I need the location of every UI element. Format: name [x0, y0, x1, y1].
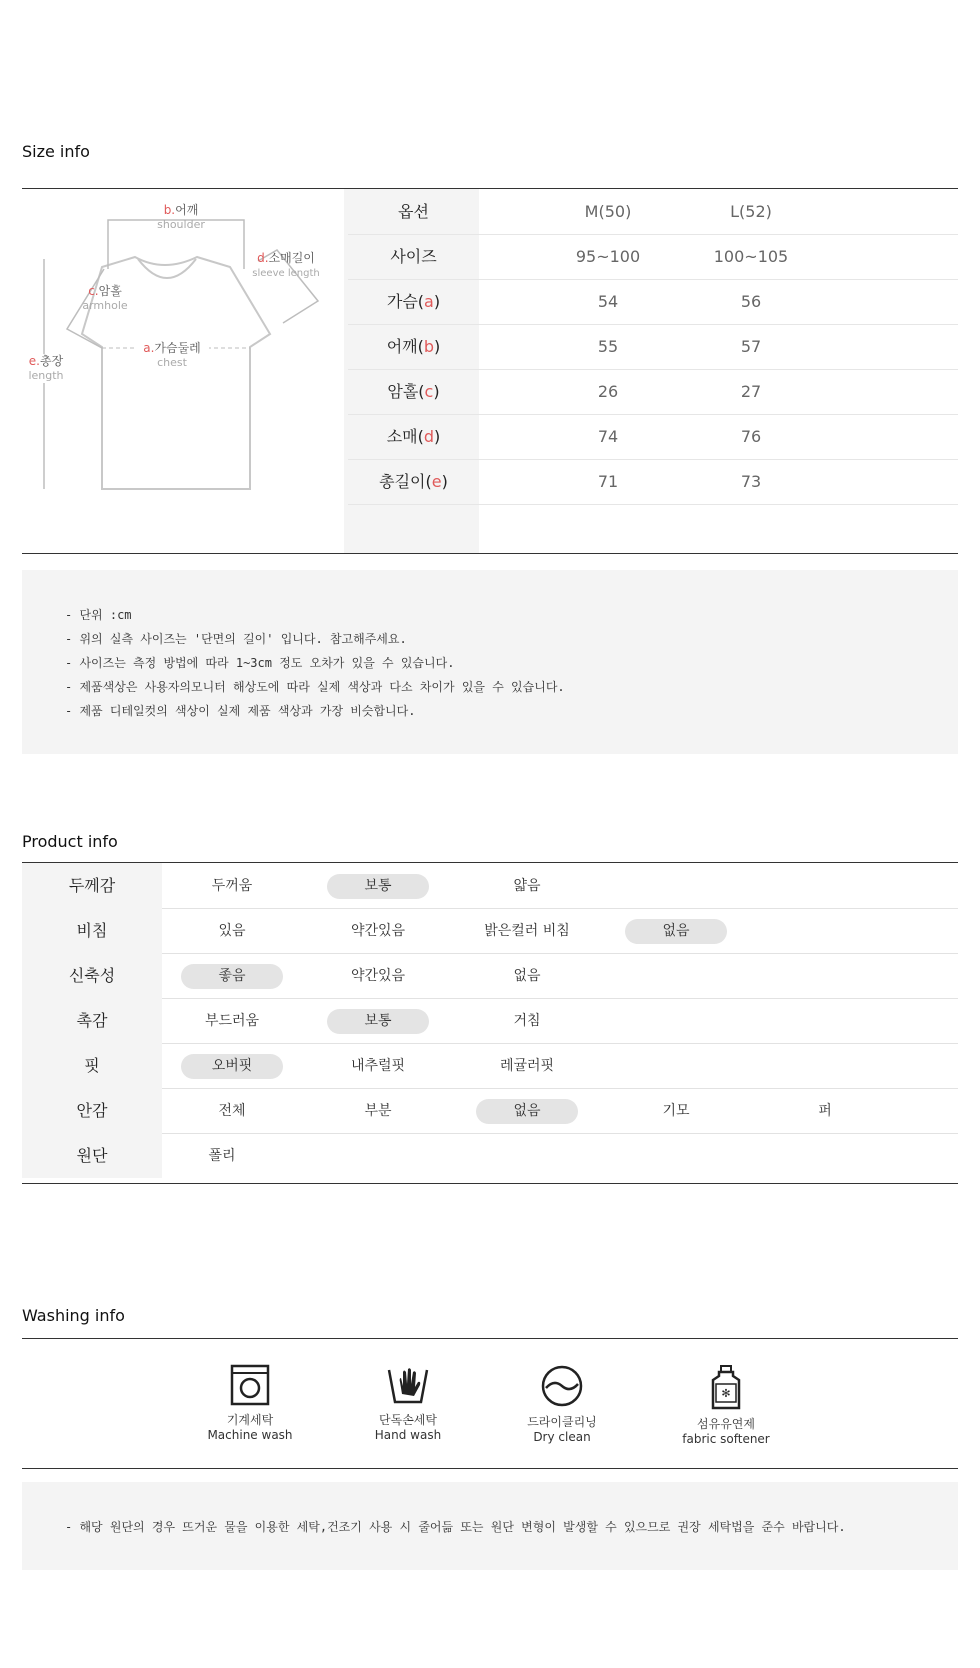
- wash-label-en: Machine wash: [207, 1428, 293, 1442]
- product-info-title: Product info: [22, 832, 118, 851]
- size-row-label-text: 어깨(: [386, 337, 424, 356]
- product-option-selected: 오버핏: [181, 1054, 283, 1079]
- length-en: length: [28, 369, 64, 382]
- size-row: [348, 369, 958, 415]
- size-notes-box: [22, 570, 958, 754]
- wash-label-ko: 드라이클리닝: [527, 1415, 597, 1429]
- armhole-en: armhole: [82, 299, 128, 312]
- product-option: 밝은컬러 비침: [484, 923, 570, 939]
- size-row-label: [348, 324, 479, 369]
- hand-wash-icon: [386, 1364, 430, 1406]
- size-row: [348, 414, 958, 460]
- wash-label-en: Dry clean: [533, 1430, 591, 1444]
- product-option-selected: 없음: [625, 919, 727, 944]
- sleeve-en: sleeve length: [252, 268, 320, 279]
- size-value-cell: 76: [740, 427, 762, 446]
- size-row-label: [348, 369, 479, 414]
- size-row-label: [348, 279, 479, 324]
- product-option: 전체: [218, 1103, 246, 1119]
- product-info-row: [22, 998, 958, 1044]
- wash-item-machine: [190, 1364, 310, 1442]
- product-option: 퍼: [818, 1103, 832, 1119]
- size-note-line: - 제품색상은 사용자의모니터 해상도에 따라 실제 색상과 다소 차이가 있을 수 있습니다.: [65, 680, 565, 694]
- fabric-softener-icon: [709, 1364, 743, 1410]
- product-info-bottom-rule: [22, 1183, 958, 1184]
- shoulder-en: shoulder: [157, 218, 205, 231]
- shoulder-ko: 어깨: [175, 203, 199, 217]
- size-row-label: [348, 189, 479, 234]
- product-option: 부분: [364, 1103, 392, 1119]
- wash-label-ko: 섬유유연제: [697, 1417, 755, 1431]
- size-value-cell: 71: [597, 472, 619, 491]
- product-info-row-label: 핏: [22, 1043, 162, 1088]
- washing-note-box: [22, 1482, 958, 1570]
- wash-label-en: fabric softener: [682, 1432, 770, 1446]
- tshirt-size-diagram: [22, 189, 342, 553]
- product-option: 거침: [513, 1013, 541, 1029]
- size-row-label-text: 가슴(: [386, 292, 425, 311]
- size-row-letter: b: [423, 337, 435, 356]
- product-info-row: [22, 1043, 958, 1089]
- wash-item-softener: [666, 1364, 786, 1446]
- size-row-close-paren: ): [434, 427, 441, 446]
- product-info-row-label: 비침: [22, 908, 162, 953]
- product-info-row: [22, 863, 958, 909]
- washing-info-bottom-rule: [22, 1468, 958, 1469]
- product-info-row-label: 신축성: [22, 953, 162, 998]
- size-value-cell: M(50): [584, 202, 632, 221]
- product-info-row: [22, 908, 958, 954]
- product-option-selected: 좋음: [181, 964, 283, 989]
- product-info-row: [22, 953, 958, 999]
- product-option: 내추럴핏: [350, 1058, 406, 1074]
- size-value-cell: 27: [740, 382, 762, 401]
- size-value-cell: 56: [740, 292, 762, 311]
- product-info-row: [22, 1088, 958, 1134]
- size-row-close-paren: ): [441, 472, 448, 491]
- length-ko: 총장: [40, 354, 64, 368]
- product-option-selected: 보통: [327, 874, 429, 899]
- product-option: 얇음: [513, 878, 541, 894]
- size-note-line: - 단위 :cm: [65, 608, 132, 622]
- size-row-close-paren: ): [433, 292, 441, 311]
- sleeve-ko: 소매길이: [268, 251, 315, 265]
- size-value-cell: 57: [740, 337, 762, 356]
- sleeve-letter: d.: [257, 251, 269, 265]
- wash-item-hand: [348, 1364, 468, 1442]
- size-row-label-text: 소매(: [386, 427, 424, 446]
- product-info-row-label: 촉감: [22, 998, 162, 1043]
- product-option: 부드러움: [204, 1013, 260, 1029]
- size-row: [348, 324, 958, 370]
- size-note-line: - 제품 디테일컷의 색상이 실제 제품 색상과 가장 비슷합니다.: [65, 704, 416, 718]
- armhole-label: [80, 284, 130, 313]
- size-row-label-text: 옵션: [398, 202, 429, 221]
- product-option: 두꺼움: [211, 878, 253, 894]
- size-row-label: [348, 459, 479, 504]
- size-row-letter: a: [424, 292, 434, 311]
- svg-text:✻: ✻: [721, 1387, 731, 1400]
- washing-info-top-rule: [22, 1338, 958, 1339]
- chest-letter: a.: [143, 341, 155, 355]
- size-info-bottom-rule: [22, 553, 958, 554]
- chest-ko: 가슴둘레: [154, 341, 201, 355]
- armhole-letter: c.: [88, 284, 99, 298]
- washing-note: - 해당 원단의 경우 뜨거운 물을 이용한 세탁,건조기 사용 시 줄어듦 또는 원단 변형이 발생할 수 있으므로 권장 세탁법을 준수 바랍니다.: [65, 1520, 846, 1534]
- wash-item-dry-clean: [502, 1364, 622, 1444]
- product-option: 있음: [218, 923, 246, 939]
- product-option: 폴리: [208, 1148, 236, 1164]
- product-option: 기모: [662, 1103, 690, 1119]
- shoulder-label: [151, 203, 211, 232]
- size-row: [348, 234, 958, 280]
- product-option: 레귤러핏: [499, 1058, 555, 1074]
- size-row-label-text: 암홀(: [387, 382, 425, 401]
- wash-label-ko: 단독손세탁: [379, 1413, 437, 1427]
- product-option: 없음: [513, 968, 541, 984]
- size-value-cell: 54: [597, 292, 619, 311]
- size-value-cell: 55: [597, 337, 619, 356]
- size-row-label: [348, 414, 479, 459]
- size-value-cell: 100~105: [713, 247, 789, 266]
- wash-label-ko: 기계세탁: [226, 1413, 274, 1427]
- length-label: [24, 354, 68, 383]
- size-row-letter: c: [424, 382, 434, 401]
- tshirt-outline-icon: [22, 189, 342, 553]
- armhole-ko: 암홀: [98, 284, 122, 298]
- product-info-row-label: 안감: [22, 1088, 162, 1133]
- size-row-close-paren: ): [434, 337, 441, 356]
- size-value-cell: 73: [740, 472, 762, 491]
- size-row-label-text: 사이즈: [390, 247, 437, 266]
- product-option: 약간있음: [350, 968, 406, 984]
- sleeve-label: [248, 251, 324, 281]
- dry-clean-icon: [540, 1364, 584, 1408]
- machine-wash-icon: [230, 1364, 270, 1406]
- product-info-row-label: 두께감: [22, 863, 162, 908]
- chest-label: [135, 341, 209, 370]
- size-row-letter: d: [423, 427, 435, 446]
- size-note-line: - 사이즈는 측정 방법에 따라 1~3cm 정도 오차가 있을 수 있습니다.: [65, 656, 455, 670]
- size-row-letter: e: [431, 472, 442, 491]
- size-note-line: - 위의 실측 사이즈는 '단면의 길이' 입니다. 참고해주세요.: [65, 632, 407, 646]
- size-row-close-paren: ): [433, 382, 440, 401]
- product-info-row-label: 원단: [22, 1133, 162, 1178]
- size-row: [348, 459, 958, 505]
- washing-info-title: Washing info: [22, 1306, 125, 1325]
- product-option-selected: 없음: [476, 1099, 578, 1124]
- size-value-cell: 95~100: [575, 247, 641, 266]
- size-info-title: Size info: [22, 142, 90, 161]
- size-value-cell: 74: [597, 427, 619, 446]
- wash-label-en: Hand wash: [374, 1428, 442, 1442]
- size-row: [348, 189, 958, 235]
- length-letter: e.: [28, 354, 40, 368]
- size-value-cell: 26: [597, 382, 619, 401]
- shoulder-letter: b.: [163, 203, 176, 217]
- size-row-label-text: 총길이(: [379, 472, 432, 491]
- product-option: 약간있음: [350, 923, 406, 939]
- size-row-label: [348, 234, 479, 279]
- size-row: [348, 279, 958, 325]
- size-value-cell: L(52): [730, 202, 772, 221]
- chest-en: chest: [157, 356, 187, 369]
- product-option-selected: 보통: [327, 1009, 429, 1034]
- product-info-row: [22, 1133, 958, 1178]
